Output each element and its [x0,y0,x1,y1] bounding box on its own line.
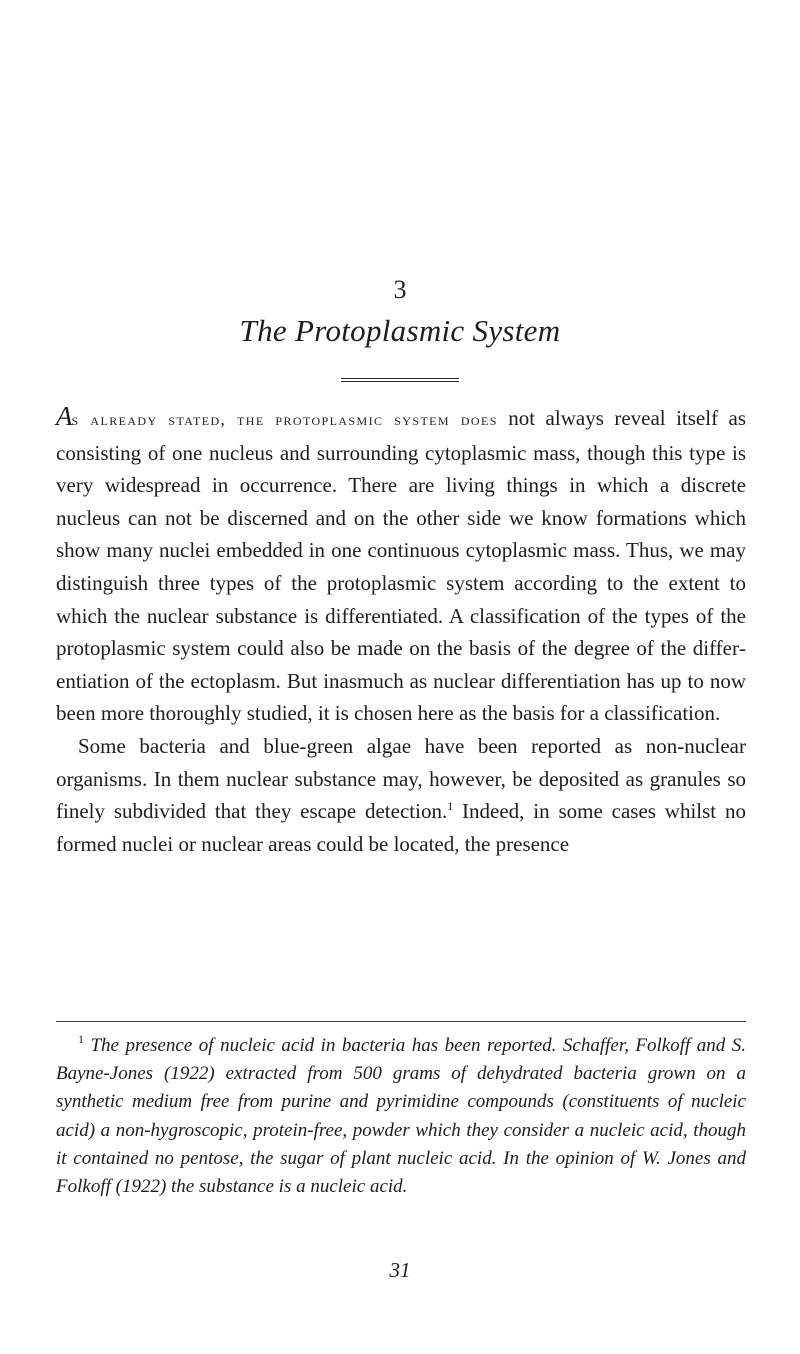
chapter-number: 3 [393,275,407,304]
body-text [56,400,746,860]
paragraph-2 [56,730,746,860]
footnote-divider [56,1021,746,1022]
footnote [56,1032,746,1201]
paragraph-1-text: not always reveal itself as consisting of one nucleus and surrounding cytoplasmic mass, though this type is very widespread in occurrence. There are living things in which a discrete nucleus can not be discerned and on the other side we know formations which show many nuclei embedded in one continuous cytoplasmic mass. Thus, we may distinguish three types of the protoplasmic system according to the extent to which the nuclear substance is differentiated. A classification of the types of the protoplasmic system could also be made on the basis of the degree of the differentiation of the ectoplasm. But inasmuch as nuclear differentiation has up to now been more thoroughly studied, it is chosen here as the basis for a classification. [56,406,747,726]
footnote-text: The presence of nucleic acid in bacteria has been reported. Schaffer, Folkoff and S. Bayne-Jones (1922) extracted from 500 grams of dehydrated bacteria grown on a synthetic medium free from purine and pyrimidine compounds (constituents of nucleic acid) a non-hygroscopic, protein-free, powder which they consider a nucleic acid, though it contained no pentose, the sugar of plant nucleic acid. In the opinion of W. Jones and Folkoff (1922) the substance is a nucleic acid. [56,1035,746,1198]
paragraph-2-text-a: Some bacteria and blue-green algae have been reported as non-nuclear organisms. In them nuclear substance may, however, be deposited as granules so finely subdivided that they escape detection. [56,733,746,824]
opening-small-caps: s already stated, the protoplasmic system does [71,410,498,429]
footnote-reference: 1 [447,799,454,814]
page-number: 31 [389,1258,411,1282]
chapter-title: The Protoplasmic System [239,313,561,348]
paragraph-1 [56,400,746,730]
opening-initial: A [56,401,72,431]
paragraph-2-text-b: Indeed, in some cases whilst no formed nuclei or nuclear areas could be located, the presence [56,799,746,856]
title-double-rule [341,378,459,382]
footnote-marker: 1 [78,1032,84,1046]
